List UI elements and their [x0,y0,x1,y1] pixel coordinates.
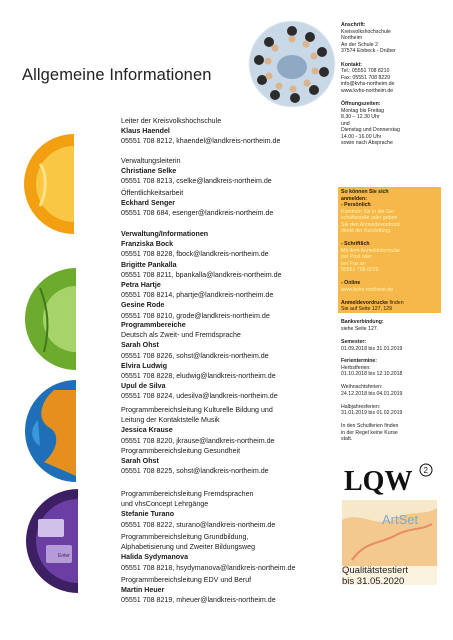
contact-name: Klaus Haendel [121,127,170,136]
quality-line-1: Qualitätstestiert [342,565,408,576]
sidebar-line: Weihnachtsferien: [341,384,383,390]
contact-name: Elvira Ludwig [121,361,168,370]
contact-line: Leitung der Kontaktstelle Musik [121,416,220,425]
keyboard-image [0,489,78,594]
contact-line: Deutsch als Zweit- und Fremdsprache [121,331,241,340]
contact-group-verwaltungsleitung [121,156,272,187]
registration-line: So können Sie sich [341,189,389,195]
contact-line: 05551 708 8228, eludwig@landkreis-northeim.de [121,372,276,381]
sidebar-section-kontakt [341,62,449,95]
sidebar-line: 01.10.2018 bis 12.10.2018 [341,371,403,377]
page-title: Allgemeine Informationen [22,66,212,84]
sidebar-line: An der Schule 2 [341,41,378,48]
sidebar-heading: Semester: [341,339,367,345]
sidebar-line: 14.00 - 16.00 Uhr [341,133,382,140]
contact-name: Sarah Ohst [121,341,159,350]
registration-line: direkt der Kursleitung. [341,228,392,234]
sidebar-line: Tel.: 05551 708 8210 [341,68,390,74]
registration-line: - Online [341,280,361,286]
sidebar-line: In den Schulferien finden [341,423,399,429]
sidebar-line: Northeim [341,35,363,41]
contact-group-edv [121,575,276,606]
sidebar-heading: Öffnungszeiten: [341,101,381,107]
registration-line: Sie den Anmeldevordruck [341,221,401,228]
contact-name: Eckhard Senger [121,199,176,208]
contact-name: Programmbereiche [121,321,186,329]
contact-name: Upul de Silva [121,382,166,391]
contact-name: Stefanie Turano [121,510,175,519]
registration-line: Sie auf Seite 127, 129 [341,306,393,312]
contact-name: Petra Hartje [121,281,161,290]
contact-line: Programmbereichsleitung Grundbildung, [121,533,249,541]
registration-line: 05551 708 8229 [341,267,379,273]
contact-line: Programmbereichsleitung Gesundheit [121,447,241,455]
contact-line: 05551 708 8228, fbock@landkreis-northeim.de [121,250,269,259]
registration-line: Kommen Sie in die Ge- [341,208,395,215]
sidebar-section-anschrift [341,22,449,55]
sidebar-line: Herbstferien: [341,364,371,371]
sidebar-line: 01.09.2018 bis 31.01.2019 [341,345,403,352]
contact-name: Brigitte Pankalla [121,260,177,269]
sidebar-heading: Ferientermine: [341,358,378,364]
sidebar-line: info@kvhs-northeim.de [341,81,395,87]
contact-group-verwaltung [121,229,281,321]
sidebar-line: siehe Seite 127. [341,325,379,332]
sidebar-info [341,22,449,147]
artset-text: ArtSet [382,512,419,527]
sidebar-line: statt. [341,436,353,442]
contact-group-grundbildung [121,532,295,573]
contact-name: Gesine Rode [121,301,165,310]
contact-line: 05551 708 8218, hsydymanova@landkreis-northeim.de [121,563,296,572]
contact-line: Programmbereichsleitung Kulturelle Bildung und [121,406,273,414]
contact-line: Verwaltungsleiterin [121,157,181,165]
sidebar-line: 8.30 – 12.30 Uhr [341,114,380,120]
sidebar-line: Halbjahresferien: [341,403,381,410]
registration-line: - Persönlich [341,202,371,208]
sidebar-heading: Anschrift: [341,22,366,28]
quality-certification [342,566,442,587]
registration-line: Anmeldevordrucke finden [341,299,404,306]
sidebar-heading: Kontakt: [341,61,363,68]
contact-line: 05551 708 8212, khaendel@landkreis-northeim.de [121,137,281,146]
contact-line: Alphabetisierung und Zweiter Bildungsweg [121,543,256,552]
quality-line-2: bis 31.05.2020 [342,575,405,587]
contact-line: 05551 708 8225, sohst@landkreis-northeim.de [121,467,269,476]
contact-line: 05551 708 8210, grode@landkreis-northeim.de [121,311,270,320]
enter-key-label: Enter [58,553,70,559]
contact-line: 05551 708 8222, sturano@landkreis-northeim.de [121,520,276,529]
lqw-text: LQW [344,466,413,497]
contact-name: Franziska Bock [121,240,174,249]
sidebar-line: Dienstag und Donnerstag [341,127,400,133]
green-leaf-image [0,268,76,370]
contact-line: und vhsConcept Lehrgänge [121,500,209,509]
contact-name: Christiane Selke [121,167,177,176]
sidebar-line: sowie nach Absprache [341,140,393,146]
sidebar-line: 31.01.2019 bis 01.02.2019 [341,410,403,416]
sidebar-section-ferien [341,358,449,443]
contact-line: 05551 708 8219, mheuer@landkreis-northeim.de [121,596,276,605]
sidebar-line: Fax: 05551 708 8229 [341,74,391,81]
contact-line: 05551 708 8220, jkrause@landkreis-northeim.de [121,436,275,445]
contact-line: 05551 708 8226, sohst@landkreis-northeim.de [121,351,269,360]
contact-line: 05551 708 8213, cselke@landkreis-northeim.de [121,177,272,186]
registration-line: per Post oder [341,254,373,260]
sidebar-line: Kreisvolkshochschule [341,28,391,35]
contact-line: Programmbereichsleitung EDV und Beruf [121,576,252,584]
globe-image [0,380,76,482]
group-photo-image [248,20,336,108]
sidebar-section-oeffnungszeiten [341,101,449,147]
contact-line: 05551 708 8214, phartje@landkreis-northeim.de [121,291,274,300]
registration-line: per Fax an [341,260,366,267]
registration-line: Mit dem Anmeldeformular [341,247,401,254]
sidebar-line: www.kvhs-northeim.de [341,87,394,94]
contact-name: Halida Sydymanova [121,553,189,562]
contact-line: 05551 708 8224, udesilva@landkreis-northeim.de [121,392,278,401]
contact-group-programmbereiche [121,320,278,402]
contact-line: Öffentlichkeitsarbeit [121,189,184,197]
sidebar-line: 24.12.2018 bis 04.01.2019 [341,390,403,397]
registration-line: - Schriftlich [341,241,370,247]
registration-box [338,187,441,313]
contact-line: Programmbereichsleitung Fremdsprachen [121,490,254,498]
orange-fruit-image [0,134,74,234]
sidebar-dates [341,319,449,443]
lqw-number: 2 [423,466,428,475]
contact-name: Martin Heuer [121,586,165,595]
contact-name: Verwaltung/Informationen [121,230,209,238]
sidebar-section-bank [341,319,449,332]
contact-line: Leiter der Kreisvolkshochschule [121,117,222,125]
contact-name: Sarah Ohst [121,457,159,466]
registration-line: www.kvhs-northeim.de [341,286,394,293]
contact-group-gesundheit [121,446,269,477]
contact-group-oeffentlichkeit [121,188,273,219]
contact-group-leitung [121,116,280,147]
sidebar-line: und [341,120,350,127]
sidebar-heading: Bankverbindung: [341,319,384,325]
contact-group-kultur [121,405,275,446]
contact-line: 05551 708 684, esenger@landkreis-northeim.de [121,209,274,218]
sidebar-section-semester [341,339,449,352]
registration-line: schäftsstelle oder geben [341,215,398,221]
contact-group-fremdsprachen [121,489,275,530]
contact-name: Jessica Krause [121,426,173,435]
registration-line: anmelden: [341,195,367,202]
contact-line: 05551 708 8211, bpankalla@landkreis-northeim.de [121,270,282,279]
sidebar-line: 37574 Einbeck - Drüber [341,48,396,54]
sidebar-line: in der Regel keine Kurse [341,429,398,436]
sidebar-line: Montag bis Freitag [341,107,384,114]
